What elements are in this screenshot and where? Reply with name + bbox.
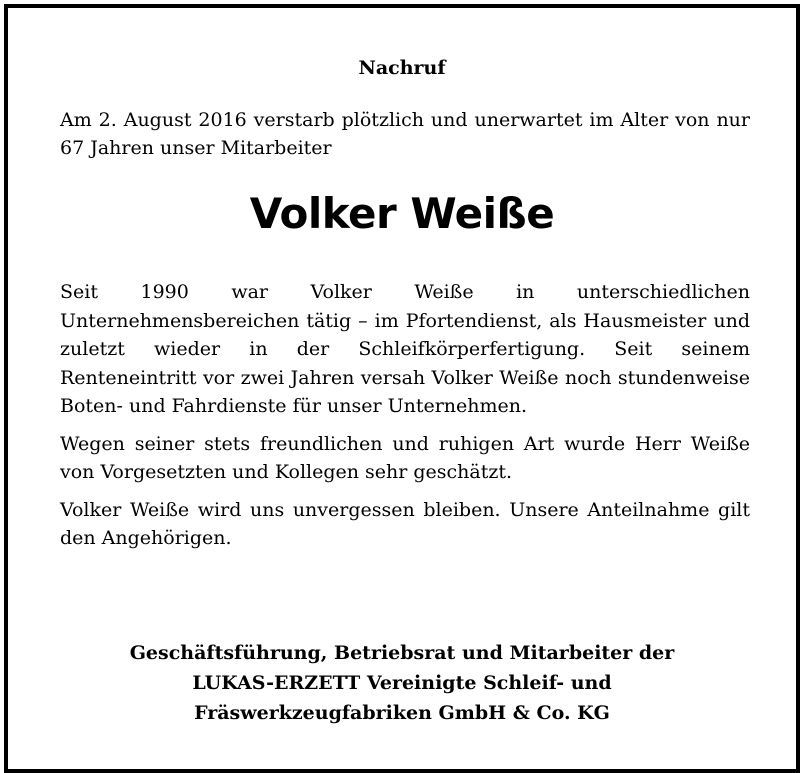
- paragraph-condolence: Volker Weiße wird uns unvergessen bleiben. Unsere Anteilnahme gilt den Angehörigen.: [60, 498, 750, 549]
- deceased-name: Volker Weiße: [249, 189, 555, 238]
- signature-line-3: Fräswerkzeugfabriken GmbH & Co. KG: [194, 702, 610, 724]
- signature-line-1: Geschäftsführung, Betriebsrat und Mitarbeiter der: [129, 642, 675, 664]
- paragraph-career: Seit 1990 war Volker Weiße in unterschiedlichen Unternehmensbereichen tätig – im Pfortendienst, als Hausmeister und zuletzt wieder in der Schleifkörperfertigung. Seit seinem Renteneintritt vor zwei Jahren versah Volker Weiße noch stundenweise Boten- und Fahrdienste für unser Unternehmen.: [60, 281, 750, 417]
- notice-heading: Nachruf: [358, 57, 446, 79]
- signature-line-2: LUKAS-ERZETT Vereinigte Schleif- und: [192, 672, 612, 694]
- signature-block: [8, 638, 796, 728]
- notice-body: [60, 278, 750, 562]
- obituary-notice: [4, 4, 800, 773]
- paragraph-character: Wegen seiner stets freundlichen und ruhigen Art wurde Herr Weiße von Vorgesetzten und Kollegen sehr geschätzt.: [60, 432, 750, 483]
- intro-text: Am 2. August 2016 verstarb plötzlich und unerwartet im Alter von nur 67 Jahren unser Mitarbeiter: [60, 109, 750, 159]
